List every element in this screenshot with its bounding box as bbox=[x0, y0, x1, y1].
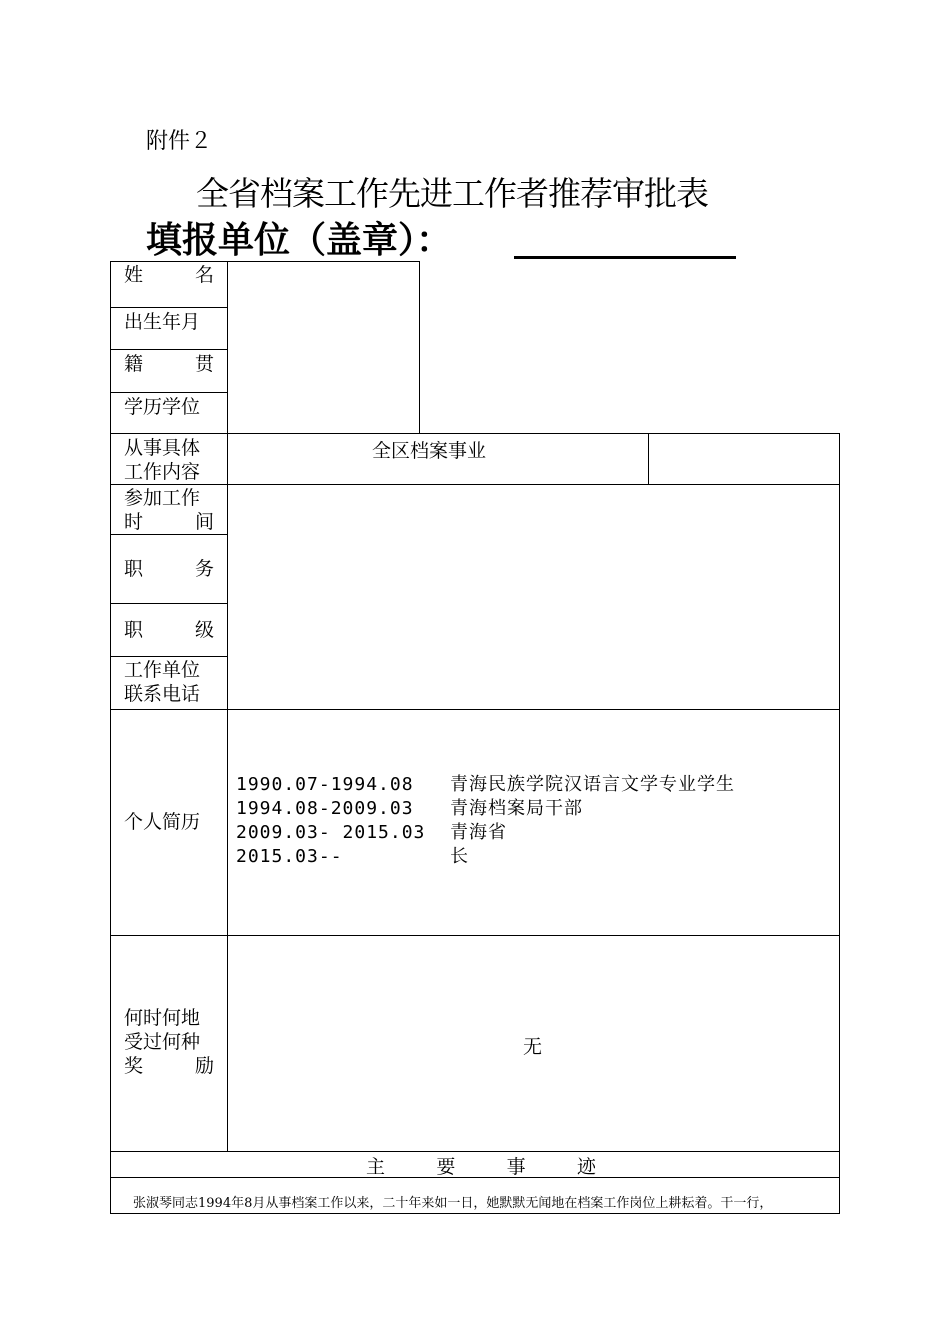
work-unit-label-line1: 工作单位 bbox=[124, 659, 201, 681]
form-title: 全省档案工作先进工作者推荐审批表 bbox=[196, 174, 708, 213]
table-line bbox=[110, 656, 228, 657]
table-line bbox=[110, 1213, 840, 1214]
resume-desc: 长 bbox=[450, 846, 469, 867]
table-line bbox=[227, 261, 228, 1151]
reporting-unit-blank[interactable] bbox=[514, 256, 736, 259]
awards-label-line2: 受过何种 bbox=[124, 1031, 201, 1053]
work-unit-label-line2: 联系电话 bbox=[124, 683, 201, 705]
resume-item bbox=[236, 845, 469, 869]
awards-label bbox=[124, 1006, 214, 1078]
resume-desc: 青海民族学院汉语言文学专业学生 bbox=[450, 774, 735, 795]
resume-desc: 青海档案局干部 bbox=[450, 798, 583, 819]
name-label-text: 姓 名 bbox=[124, 264, 214, 286]
rank-label: 职 级 bbox=[124, 619, 214, 641]
table-line bbox=[110, 534, 228, 535]
awards-label-line1: 何时何地 bbox=[124, 1007, 201, 1029]
reporting-unit-label: 填报单位（盖章）： bbox=[146, 220, 453, 261]
join-work-label-line1: 参加工作 bbox=[124, 487, 201, 509]
work-content-label-line1: 从事具体 bbox=[124, 437, 201, 459]
table-line bbox=[110, 603, 228, 604]
table-line bbox=[839, 433, 840, 1213]
attachment-label: 附件２ bbox=[146, 129, 213, 154]
table-line bbox=[110, 433, 840, 434]
table-line bbox=[110, 392, 228, 393]
resume-label: 个人简历 bbox=[124, 811, 201, 833]
resume-item bbox=[236, 797, 583, 821]
work-content-value: 全区档案事业 bbox=[372, 440, 487, 462]
main-deeds-heading: 主 要 事 迹 bbox=[366, 1156, 596, 1178]
resume-period: 1990.07-1994.08 bbox=[236, 774, 414, 795]
resume-desc: 青海省 bbox=[450, 822, 507, 843]
resume-item bbox=[236, 773, 735, 797]
table-line bbox=[110, 935, 840, 936]
table-line bbox=[648, 433, 649, 484]
resume-period: 2009.03- 2015.03 bbox=[236, 822, 426, 843]
table-line bbox=[110, 484, 840, 485]
table-line bbox=[110, 709, 840, 710]
awards-label-line3: 奖 励 bbox=[124, 1055, 214, 1077]
work-unit-label bbox=[124, 658, 214, 706]
table-line bbox=[110, 307, 228, 308]
native-place-label: 籍 贯 bbox=[124, 353, 214, 375]
work-content-label-line2: 工作内容 bbox=[124, 461, 201, 483]
table-line bbox=[110, 261, 420, 262]
name-label bbox=[124, 263, 214, 287]
position-label: 职 务 bbox=[124, 558, 214, 580]
work-content-label bbox=[124, 436, 214, 484]
table-line bbox=[110, 261, 111, 1213]
join-work-label bbox=[124, 486, 214, 534]
join-work-label-line2: 时 间 bbox=[124, 511, 214, 533]
resume-item bbox=[236, 821, 507, 845]
education-label: 学历学位 bbox=[124, 396, 201, 418]
table-line bbox=[419, 261, 420, 433]
table-line bbox=[110, 349, 228, 350]
resume-period: 2015.03-- bbox=[236, 846, 343, 867]
birth-label: 出生年月 bbox=[124, 311, 201, 333]
awards-value: 无 bbox=[523, 1036, 543, 1058]
main-deeds-text: 张淑琴同志1994年8月从事档案工作以来，二十年来如一日，她默默无闻地在档案工作岗位上耕耘着。干一行， bbox=[133, 1196, 773, 1211]
resume-period: 1994.08-2009.03 bbox=[236, 798, 414, 819]
